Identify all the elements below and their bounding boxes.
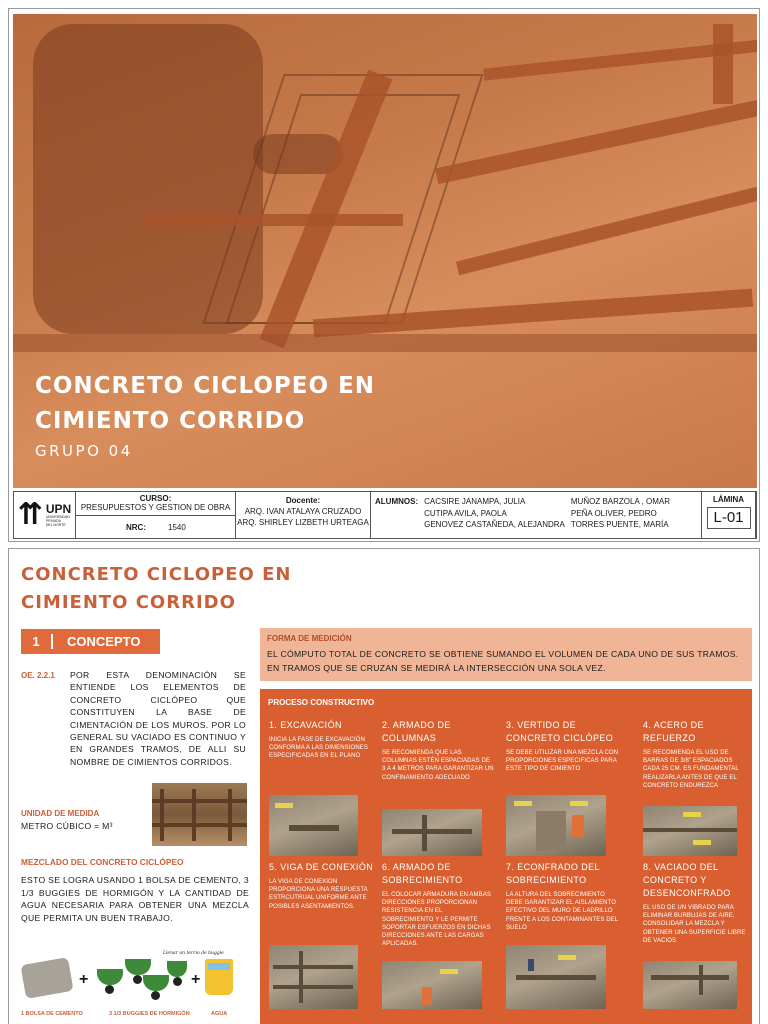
concept-number: 1	[32, 634, 40, 649]
plus-icon: +	[79, 971, 89, 988]
step-desc: LA VIGA DE CONEXION PROPORCIONA UNA RESPUESTA ESTRCUTRUAL UNIFORME ANTE POSIBLES ASENTAMIENTOS.	[269, 879, 368, 910]
mezcla-text: ESTO SE LOGRA USANDO 1 BOLSA DE CEMENTO, 3 1/3 BUGGIES DE HORMIGÓN Y LA CANTIDAD DE AGUA NECESARIA PARA OBTENER UNA MEZCLA QUE PERMITA UN BUEN TRABAJO.	[21, 875, 249, 923]
curso-value: PRESUPUESTOS Y GESTION DE OBRA	[80, 503, 231, 512]
forma-medicion-box	[260, 628, 752, 681]
alumno-name: MUÑOZ BARZOLA , OMAR	[570, 497, 671, 506]
page-title-line2: CIMIENTO CORRIDO	[21, 592, 236, 613]
wheelbarrow-icon	[97, 969, 123, 985]
step-desc: EL COLOCAR ARMADURA EN AMBAS DIRECCIONES PROPORCIONAN RESISTENCIA EN EL SOBRECIMIENTO Y LE PERMITE SOPORTAR ESFUERZOS EN DICHAS DIRECCIONES ANTE LAS CARGAS APLICADAS.	[382, 892, 491, 948]
alumnos-cell	[371, 492, 702, 538]
wheelbarrow-icon	[167, 961, 187, 977]
wheelbarrow-icon	[143, 975, 169, 991]
step-photo	[506, 795, 606, 856]
forma-text: EL CÓMPUTO TOTAL DE CONCRETO SE OBTIENE SUMANDO EL VOLUMEN DE CADA UNO DE SUS TRAMOS. EN TRAMOS QUE SE CRUZAN SE MEDIRÁ LA INTERSECCIÓN UNA SOLA VEZ.	[267, 649, 739, 673]
step-desc: SE RECOMIENDA EL USO DE BARRAS DE 3/8" ESPACIADOS CADA 25 CM. ES FUNDAMENTAL REALIZARLA ANTES DE QUE EL CONCRETO ENDUREZCA	[643, 750, 739, 789]
step-title: 1. EXCAVACIÓN	[269, 720, 342, 730]
step-photo	[269, 945, 358, 1009]
step-desc: INICIA LA FASE DE EXCAVACIÓN CONFORMA A LAS DIMENSIONES ESPECIFICADAS EN EL PLANO	[269, 737, 368, 760]
alumnos-label: ALUMNOS:	[375, 497, 419, 506]
step-title: 6. ARMADO DE SOBRECIMIENTO	[382, 862, 463, 885]
step-desc: EL USO DE UN VIBRADO PARA ELIMINAR BURBUJAS DE AIRE, CONSOLIDAR LA MEZCLA Y OBTENER UNA SUPERFICIE LIBRE DE VACIOS	[643, 905, 746, 944]
hero-title-line1: CONCRETO CICLOPEO EN	[35, 373, 376, 399]
step-photo	[643, 961, 737, 1009]
mix-note: Llenar un tercio de buggie	[163, 951, 224, 956]
step-title: 4. ACERO DE REFUERZO	[643, 720, 704, 743]
alumno-name: TORRES PUENTE, MARÍA	[570, 520, 669, 529]
step-card	[269, 861, 382, 911]
cement-bag-icon	[20, 957, 73, 999]
concept-header	[21, 629, 160, 654]
nrc-value: 1540	[168, 522, 186, 532]
step-desc: SE DEBE UTILIZAR UNA MEZCLA CON PROPORCIONES ESPECIFICAS PARA ESTE TIPO DE CIMIENTO	[506, 750, 619, 773]
content-sheet	[8, 548, 760, 1024]
proceso-heading: PROCESO CONSTRUCTIVO	[268, 698, 375, 707]
step-card	[643, 861, 747, 945]
plus-icon: +	[191, 971, 201, 988]
water-bucket-icon	[205, 959, 233, 995]
alumno-name: GENOVEZ CASTAÑEDA, ALEJANDRA	[424, 520, 565, 529]
hero-subtitle: GRUPO 04	[35, 442, 133, 460]
step-card	[506, 861, 619, 932]
upn-logo	[14, 492, 76, 538]
step-card	[506, 719, 619, 774]
lamina-label: LÁMINA	[712, 495, 745, 504]
step-photo	[269, 795, 358, 856]
step-card	[269, 719, 382, 761]
logo-text: UPN	[45, 502, 72, 516]
cover-sheet	[8, 8, 760, 542]
step-card	[643, 719, 747, 790]
formwork-photo	[152, 783, 247, 846]
forma-heading: FORMA DE MEDICIÓN	[267, 634, 352, 643]
logo-tagline: UNIVERSIDAD PRIVADA DEL NORTE	[45, 515, 70, 527]
divider	[51, 634, 53, 649]
step-photo	[382, 809, 482, 856]
page-title-line1: CONCRETO CICLOPEO EN	[21, 564, 292, 585]
lamina-cell	[702, 492, 756, 538]
lamina-value: L-01	[707, 507, 751, 529]
step-title: 5. VIGA DE CONEXIÓN	[269, 862, 374, 872]
page-title	[21, 561, 291, 617]
hero-title-line2: CIMIENTO CORRIDO	[35, 408, 306, 434]
docente-cell	[236, 492, 371, 538]
curso-label: CURSO:	[139, 494, 172, 503]
docente-label: Docente:	[285, 496, 321, 505]
alumno-name: CACSIRE JANAMPA, JULIA	[424, 497, 526, 506]
oe-reference: OE. 2.2.1	[21, 671, 55, 680]
concept-label: CONCEPTO	[67, 634, 141, 649]
alumno-name: CUTIPA AVILA, PAOLA	[424, 508, 507, 518]
concept-text: POR ESTA DENOMINACIÓN SE ENTIENDE LOS ELEMENTOS DE CONCRETO CICLÓPEO QUE CONSTITUYEN LA BASE DE CIMENTACIÓN DE LOS MUROS. POR LO GENERAL SU VACIADO ES CONTINUO Y EN GRANDES TRAMOS, DE ALLI SU NOMBRE DE CIMIENTOS CORRIDOS.	[70, 670, 246, 767]
unidad-heading: UNIDAD DE MEDIDA	[21, 809, 100, 818]
mix-label: 1 BOLSA DE CEMENTO	[21, 1011, 83, 1017]
wheelbarrow-icon	[125, 959, 151, 975]
step-desc: LA ALTURA DEL SOBRECIMIENTO DEBE GARANTIZAR EL AISLAMIENTO EFECTIVO DEL MURO DE LADRILLO FRENTE A LOS CONTAMINANTES DEL SUELO	[506, 892, 619, 931]
title-block	[13, 491, 757, 539]
docente-name: ARQ. IVAN ATALAYA CRUZADO	[244, 507, 362, 516]
mezcla-heading: MEZCLADO DEL CONCRETO CICLÓPEO	[21, 857, 184, 867]
step-photo	[643, 806, 737, 856]
hero-title	[35, 369, 375, 439]
step-desc: SE RECOMIENDA QUE LAS COLUMNAS ESTÉN ESPACIADAS DE 3 A 4 METROS PARA GARANTIZAR UN CONFINAMIENTO ADECUADO	[382, 750, 494, 781]
proceso-constructivo-panel	[260, 689, 752, 1024]
step-photo	[506, 945, 606, 1009]
curso-cell	[76, 492, 236, 538]
alumno-name: PEÑA OLIVER, PEDRO	[570, 508, 657, 518]
step-title: 2. ARMADO DE COLUMNAS	[382, 720, 451, 743]
step-photo	[382, 961, 482, 1009]
step-title: 7. ECONFRADO DEL SOBRECIMIENTO	[506, 862, 600, 885]
nrc-label: NRC:	[126, 522, 146, 532]
step-title: 3. VERTIDO DE CONCRETO CICLÓPEO	[506, 720, 614, 743]
docente-name: ARQ. SHIRLEY LIZBETH URTEAGA	[237, 518, 369, 527]
mix-illustration	[21, 949, 249, 1023]
hero-photo	[13, 14, 757, 488]
unidad-value: METRO CÚBICO = M³	[21, 821, 113, 831]
upn-arrow-icon: ⇈	[17, 498, 43, 531]
mix-label: 3 1/3 BUGGIES DE HORMIGÓN	[109, 1011, 190, 1017]
step-title: 8. VACIADO DEL CONCRETO Y DESENCONFRADO	[643, 862, 731, 898]
mix-label: AGUA	[211, 1011, 228, 1017]
step-card	[382, 719, 495, 782]
step-card	[382, 861, 495, 948]
